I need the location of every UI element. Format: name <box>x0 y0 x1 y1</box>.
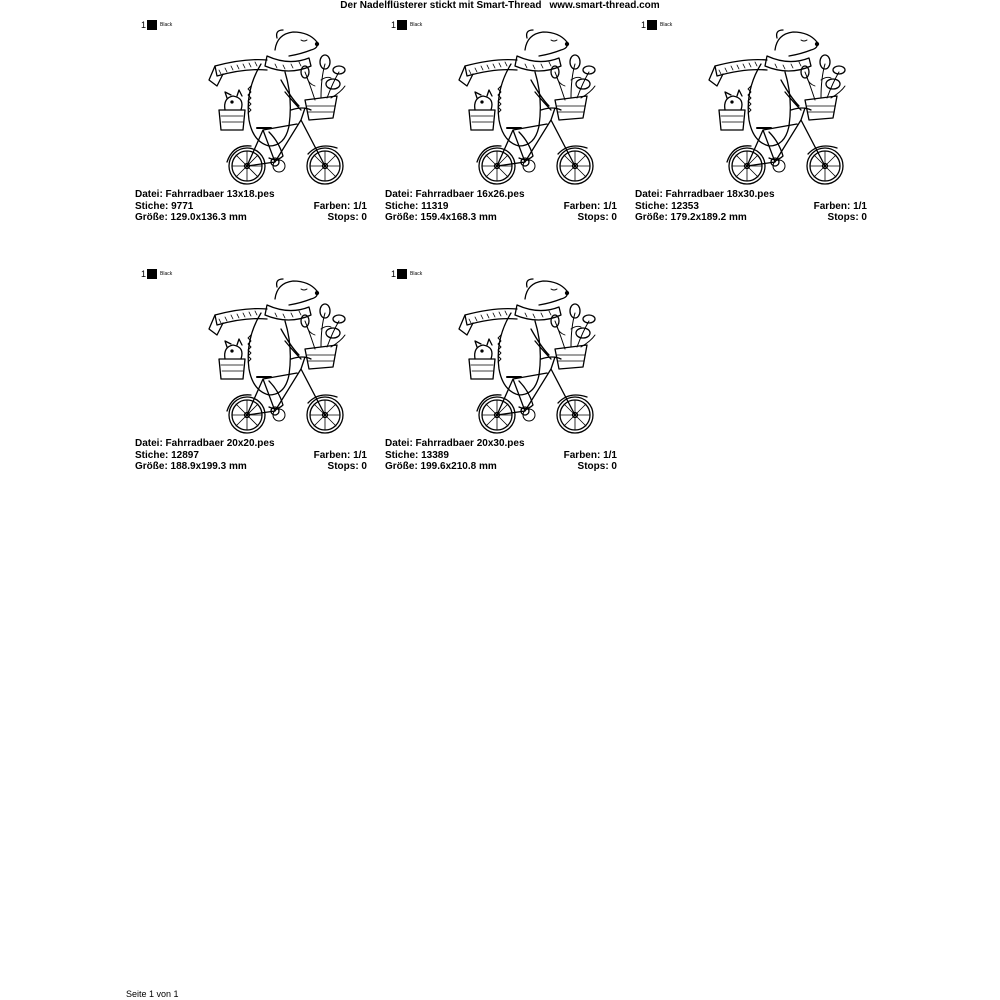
design-info <box>135 189 367 224</box>
design-card <box>135 19 367 259</box>
color-swatch-row <box>391 268 422 280</box>
stop-count: Stops: 0 <box>327 461 367 472</box>
stitch-count: Stiche: 12353 <box>635 200 699 212</box>
header-title: Der Nadelflüsterer stickt mit Smart-Thread <box>340 0 542 11</box>
design-size: Größe: 199.6x210.8 mm <box>385 461 497 472</box>
page-header <box>0 0 1000 14</box>
swatch-color-name: Black <box>160 271 173 277</box>
design-card <box>635 19 867 259</box>
bear-bicycle-illustration <box>455 269 615 435</box>
design-size: Größe: 129.0x136.3 mm <box>135 212 247 223</box>
design-info <box>135 438 367 473</box>
swatch-color-box <box>647 20 657 30</box>
design-size: Größe: 188.9x199.3 mm <box>135 461 247 472</box>
swatch-color-box <box>397 269 407 279</box>
design-info <box>385 189 617 224</box>
swatch-number: 1 <box>141 20 147 30</box>
stop-count: Stops: 0 <box>327 212 367 223</box>
stitch-count: Stiche: 13389 <box>385 449 449 461</box>
color-count: Farben: 1/1 <box>313 200 367 212</box>
swatch-number: 1 <box>141 269 147 279</box>
design-info <box>635 189 867 224</box>
stitch-count: Stiche: 9771 <box>135 200 194 212</box>
color-swatch-row <box>141 268 172 280</box>
swatch-number: 1 <box>641 20 647 30</box>
header-url: www.smart-thread.com <box>549 0 660 11</box>
color-count: Farben: 1/1 <box>813 200 867 212</box>
page-footer: Seite 1 von 1 <box>126 989 179 999</box>
color-swatch-row <box>391 19 422 31</box>
swatch-color-name: Black <box>410 22 423 28</box>
color-swatch-row <box>141 19 172 31</box>
color-count: Farben: 1/1 <box>313 449 367 461</box>
bear-bicycle-illustration <box>455 20 615 186</box>
swatch-color-name: Black <box>410 271 423 277</box>
stop-count: Stops: 0 <box>577 461 617 472</box>
design-card <box>385 268 617 508</box>
color-swatch-row <box>641 19 672 31</box>
stop-count: Stops: 0 <box>577 212 617 223</box>
design-info <box>385 438 617 473</box>
file-name: Datei: Fahrradbaer 13x18.pes <box>135 189 275 200</box>
swatch-color-box <box>147 20 157 30</box>
design-card <box>135 268 367 508</box>
design-size: Größe: 159.4x168.3 mm <box>385 212 497 223</box>
stitch-count: Stiche: 11319 <box>385 200 449 212</box>
file-name: Datei: Fahrradbaer 18x30.pes <box>635 189 775 200</box>
swatch-color-name: Black <box>660 22 673 28</box>
color-count: Farben: 1/1 <box>563 449 617 461</box>
bear-bicycle-illustration <box>705 20 865 186</box>
file-name: Datei: Fahrradbaer 20x20.pes <box>135 438 275 449</box>
file-name: Datei: Fahrradbaer 20x30.pes <box>385 438 525 449</box>
stop-count: Stops: 0 <box>827 212 867 223</box>
stitch-count: Stiche: 12897 <box>135 449 199 461</box>
swatch-color-box <box>147 269 157 279</box>
design-card <box>385 19 617 259</box>
bear-bicycle-illustration <box>205 269 365 435</box>
color-count: Farben: 1/1 <box>563 200 617 212</box>
swatch-number: 1 <box>391 269 397 279</box>
bear-bicycle-illustration <box>205 20 365 186</box>
swatch-color-name: Black <box>160 22 173 28</box>
design-size: Größe: 179.2x189.2 mm <box>635 212 747 223</box>
file-name: Datei: Fahrradbaer 16x26.pes <box>385 189 525 200</box>
swatch-number: 1 <box>391 20 397 30</box>
swatch-color-box <box>397 20 407 30</box>
